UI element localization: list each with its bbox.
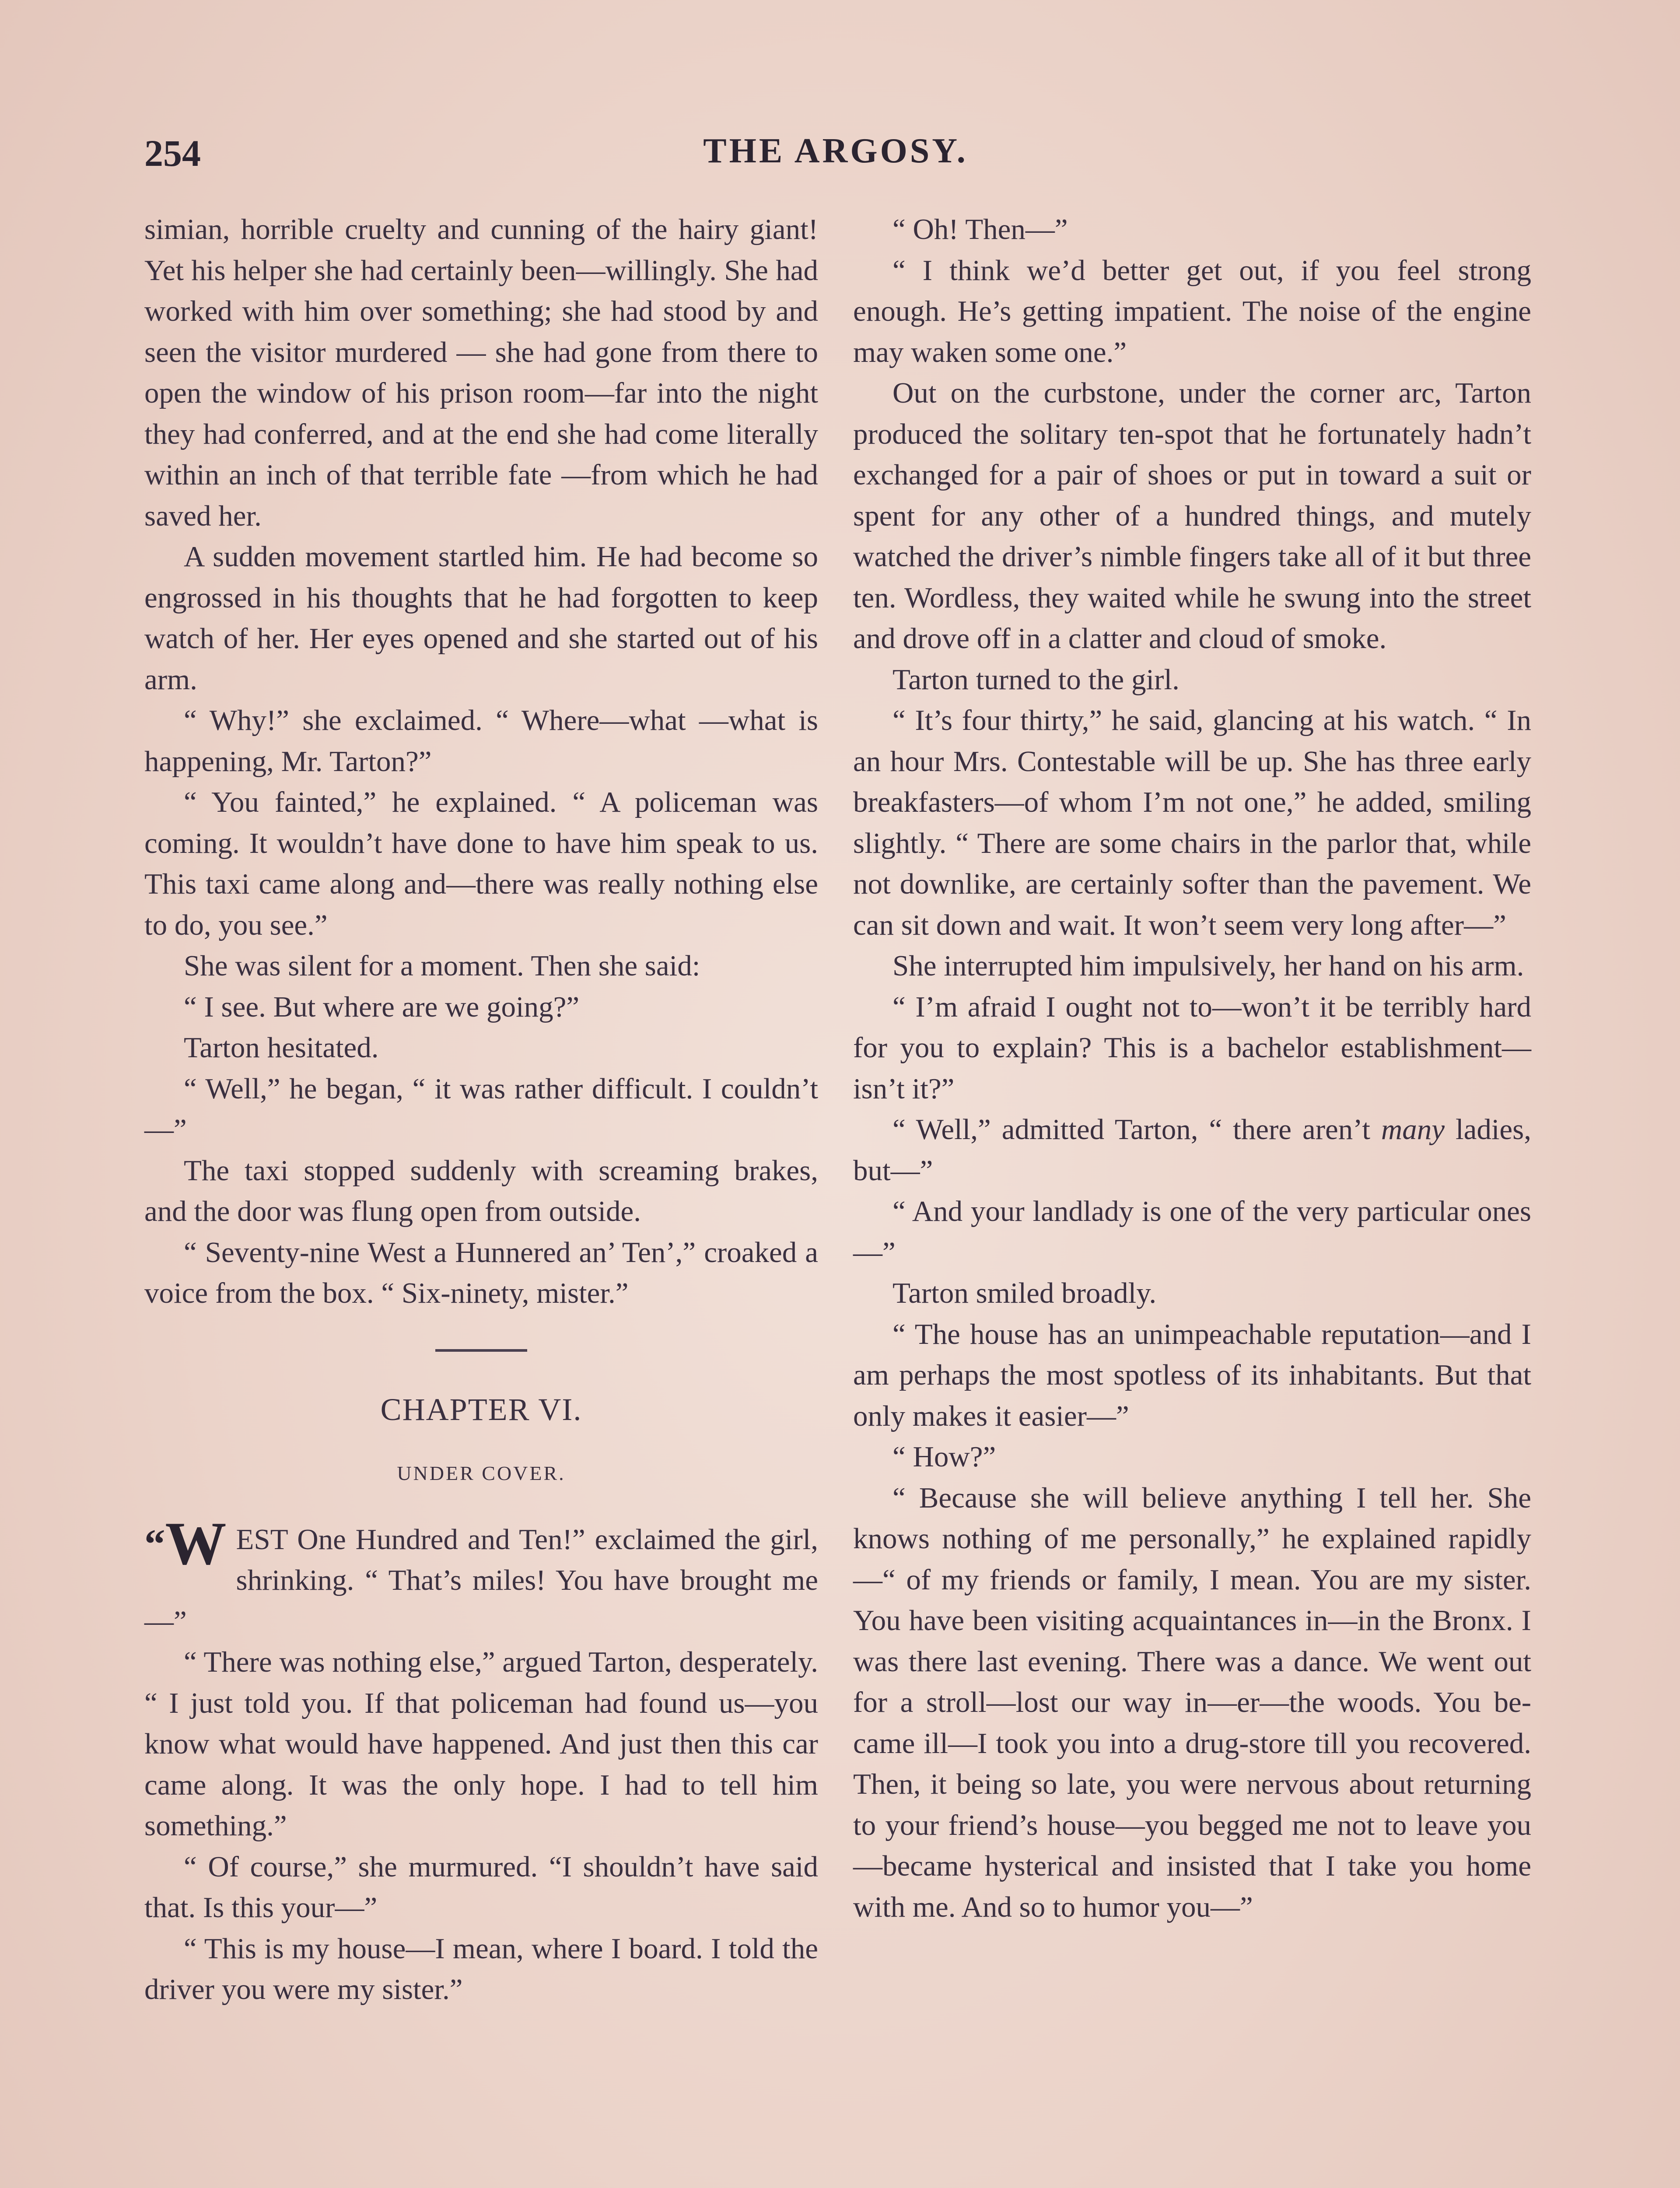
paragraph: “ Why!” she exclaimed. “ Where—what —what is happening, Mr. Tarton?” [144, 704, 818, 778]
paragraph: “ Well,” he began, “ it was rather difficult. I couldn’t—” [144, 1072, 818, 1146]
paragraph: “ I see. But where are we going?” [184, 990, 580, 1023]
chapter-title: CHAPTER VI. [380, 1392, 582, 1427]
paragraph: “ Because she will believe anything I tell her. She knows nothing of me personally,” he explained rapidly—“ of my friends or family, I mean. You are my sister. You have been visiting acquaintances in—in the Bronx. I was there last evening. There was a dance. We went out for a stroll—lost our way in—er—the woods. You became ill—I took you into a drug-store till you recovered. Then, it being so late, you were nervous about returning to your friend’s house—you begged me not to leave you—became hysterical and insisted that I take you home with me. And so to humor you—” [853, 1481, 1531, 1923]
paragraph: Tarton smiled broadly. [892, 1277, 1157, 1309]
paragraph: “ Seventy-nine West a Hunnered an’ Ten’,” croaked a voice from the box. “ Six-ninety, mister.” [144, 1236, 818, 1309]
running-head: THE ARGOSY. [703, 132, 968, 170]
paragraph: “ This is my house—I mean, where I board. I told the driver you were my sister.” [144, 1932, 818, 2006]
drop-cap-letter: W [165, 1509, 227, 1578]
left-column [144, 209, 818, 2010]
paragraph: Tarton turned to the girl. [892, 663, 1180, 696]
text-segment: ladies, but—” [853, 1113, 1531, 1187]
paragraph: A sudden movement startled him. He had become so engrossed in his thoughts that he had forgotten to keep watch of her. Her eyes opened and she started out of his arm. [144, 540, 818, 696]
paragraph: “ I’m afraid I ought not to—won’t it be terribly hard for you to explain? This is a bachelor establishment—isn’t it?” [853, 990, 1531, 1105]
chapter-subtitle: UNDER COVER. [397, 1462, 566, 1484]
opening-text: EST One Hundred and Ten!” exclaimed the girl, shrinking. “ That’s miles! You have brought me—” [144, 1523, 818, 1637]
paragraph: “ Of course,” she murmured. “I shouldn’t have said that. Is this your—” [144, 1850, 818, 1924]
paragraph: The taxi stopped suddenly with screaming brakes, and the door was flung open from outside. [144, 1154, 818, 1227]
paragraph: Out on the curbstone, under the corner arc, Tarton produced the solitary ten-spot that he fortunately hadn’t exchanged for a pair of shoes or put in toward a suit or spent for any other of a hundred things, and mutely watched the driver’s nimble fingers take all of it but three ten. Wordless, they waited while he swung into the street and drove off in a clatter and cloud of smoke. [853, 377, 1531, 655]
paragraph: “ It’s four thirty,” he said, glancing at his watch. “ In an hour Mrs. Contestable will be up. She has three early breakfasters—of whom I’m not one,” he added, smiling slightly. “ There are some chairs in the parlor that, while not downlike, are certainly softer than the pavement. We can sit down and wait. It won’t seem very long after—” [853, 704, 1531, 941]
page-header [144, 131, 1527, 179]
paragraph [853, 1109, 1531, 1191]
paragraph: She interrupted him impulsively, her hand on his arm. [892, 950, 1524, 982]
paragraph: “ And your landlady is one of the very particular ones—” [853, 1195, 1531, 1269]
right-column [853, 209, 1531, 1928]
paragraph: “ How?” [892, 1441, 996, 1473]
drop-cap [144, 1509, 227, 1578]
paragraph: simian, horrible cruelty and cunning of the hairy giant! Yet his helper she had certainly been—willingly. She had worked with him over something; she had stood by and seen the visitor murdered — she had gone from there to open the window of his prison room—far into the night they had conferred, and at the end she had come literally within an inch of that terrible fate —from which he had saved her. [144, 213, 818, 532]
italic-word: many [1381, 1113, 1445, 1146]
paragraph: She was silent for a moment. Then she said: [184, 950, 700, 982]
paragraph: “ The house has an unimpeachable reputation—and I am perhaps the most spotless of its inhabitants. But that only makes it easier—” [853, 1318, 1531, 1432]
paragraph: “ You fainted,” he explained. “ A policeman was coming. It wouldn’t have done to have him speak to us. This taxi came along and—there was really nothing else to do, you see.” [144, 786, 818, 941]
paragraph: “ Oh! Then—” [892, 213, 1068, 245]
paragraph: “ I think we’d better get out, if you feel strong enough. He’s getting impatient. The noise of the engine may waken some one.” [853, 254, 1531, 368]
drop-cap-quote: “ [144, 1520, 165, 1567]
section-divider [435, 1349, 527, 1352]
text-segment: “ Well,” admitted Tarton, “ there aren’t [892, 1113, 1381, 1146]
chapter-opening-paragraph [144, 1509, 818, 1642]
paragraph: Tarton hesitated. [184, 1031, 379, 1064]
page-number: 254 [144, 132, 201, 174]
paragraph: “ There was nothing else,” argued Tarton, desperately. “ I just told you. If that policeman had found us—you know what would have happened. And just then this car came along. It was the only hope. I had to tell him something.” [144, 1646, 818, 1842]
